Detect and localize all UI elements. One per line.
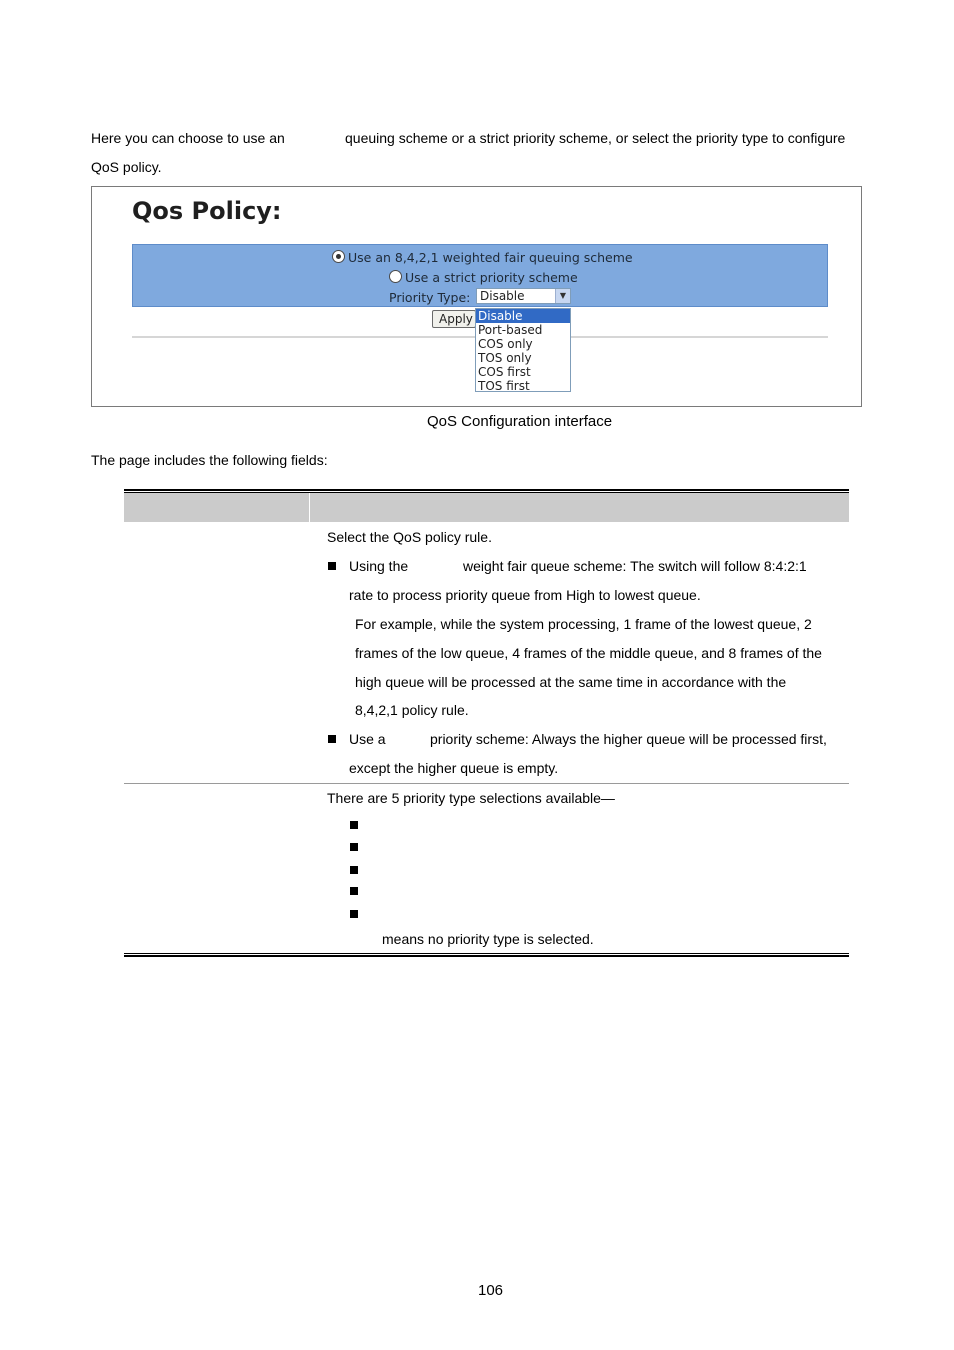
row1-example-line2: frames of the low queue, 4 frames of the middle queue, and 8 frames of the xyxy=(355,645,822,661)
chevron-down-icon[interactable]: ▼ xyxy=(555,289,570,303)
dropdown-option[interactable]: TOS first xyxy=(478,379,530,393)
row1-example-line4: 8,4,2,1 policy rule. xyxy=(355,702,469,718)
table-row-divider xyxy=(124,783,849,784)
weighted-radio-icon[interactable] xyxy=(332,250,345,263)
row1-bullet1-b: weight fair queue scheme: The switch will follow 8:4:2:1 xyxy=(463,558,807,574)
bullet-square-icon xyxy=(350,866,358,874)
figure-caption: QoS Configuration interface xyxy=(427,413,613,430)
dropdown-option[interactable]: Disable xyxy=(476,309,570,323)
dropdown-option[interactable]: COS first xyxy=(478,365,531,379)
qos-screenshot-figure xyxy=(91,186,862,407)
intro-text-line1b: queuing scheme or a strict priority scheme, or select the priority type to configure xyxy=(345,130,846,146)
priority-type-value: Disable xyxy=(480,289,525,303)
intro-text-line1a: Here you can choose to use an xyxy=(91,130,285,146)
dropdown-option[interactable]: TOS only xyxy=(478,351,532,365)
priority-type-dropdown-list[interactable] xyxy=(475,308,571,392)
bullet-square-icon xyxy=(328,562,336,570)
strict-radio-icon[interactable] xyxy=(389,270,402,283)
row1-bullet2-a: Use a xyxy=(349,731,386,747)
bullet-square-icon xyxy=(328,735,336,743)
table-bottom-rule-thin xyxy=(124,953,849,954)
row2-description: There are 5 priority type selections available— xyxy=(327,790,615,806)
qos-options-panel xyxy=(132,244,828,307)
table-header-divider xyxy=(309,493,310,522)
bullet-square-icon xyxy=(350,887,358,895)
weighted-option[interactable] xyxy=(332,250,633,265)
dropdown-option[interactable]: Port-based xyxy=(478,323,543,337)
strict-option-label: Use a strict priority scheme xyxy=(405,270,578,285)
dropdown-option[interactable]: COS only xyxy=(478,337,533,351)
bullet-square-icon xyxy=(350,821,358,829)
strict-option[interactable] xyxy=(389,270,578,285)
fields-intro: The page includes the following fields: xyxy=(91,452,328,468)
row1-description: Select the QoS policy rule. xyxy=(327,529,492,545)
weighted-option-label: Use an 8,4,2,1 weighted fair queuing scheme xyxy=(348,250,633,265)
row1-bullet1-a: Using the xyxy=(349,558,409,574)
table-top-rule xyxy=(124,489,849,491)
row1-example-line1: For example, while the system processing, 1 frame of the lowest queue, 2 xyxy=(355,616,812,632)
apply-button[interactable]: Apply xyxy=(432,310,476,328)
row1-bullet2-c: except the higher queue is empty. xyxy=(349,760,559,776)
row1-bullet1-c: rate to process priority queue from High to lowest queue. xyxy=(349,587,701,603)
page-number: 106 xyxy=(478,1282,504,1299)
table-bottom-rule xyxy=(124,955,849,957)
qos-policy-title: Qos Policy: xyxy=(132,197,282,225)
bullet-square-icon xyxy=(350,910,358,918)
row2-note: means no priority type is selected. xyxy=(382,931,594,947)
priority-type-label: Priority Type: xyxy=(389,290,471,305)
row1-bullet2-b: priority scheme: Always the higher queue will be processed first, xyxy=(430,731,827,747)
row1-example-line3: high queue will be processed at the same time in accordance with the xyxy=(355,674,787,690)
table-header-row xyxy=(124,493,849,522)
priority-type-select[interactable] xyxy=(476,288,571,304)
bullet-square-icon xyxy=(350,843,358,851)
intro-text-line2: QoS policy. xyxy=(91,159,162,175)
